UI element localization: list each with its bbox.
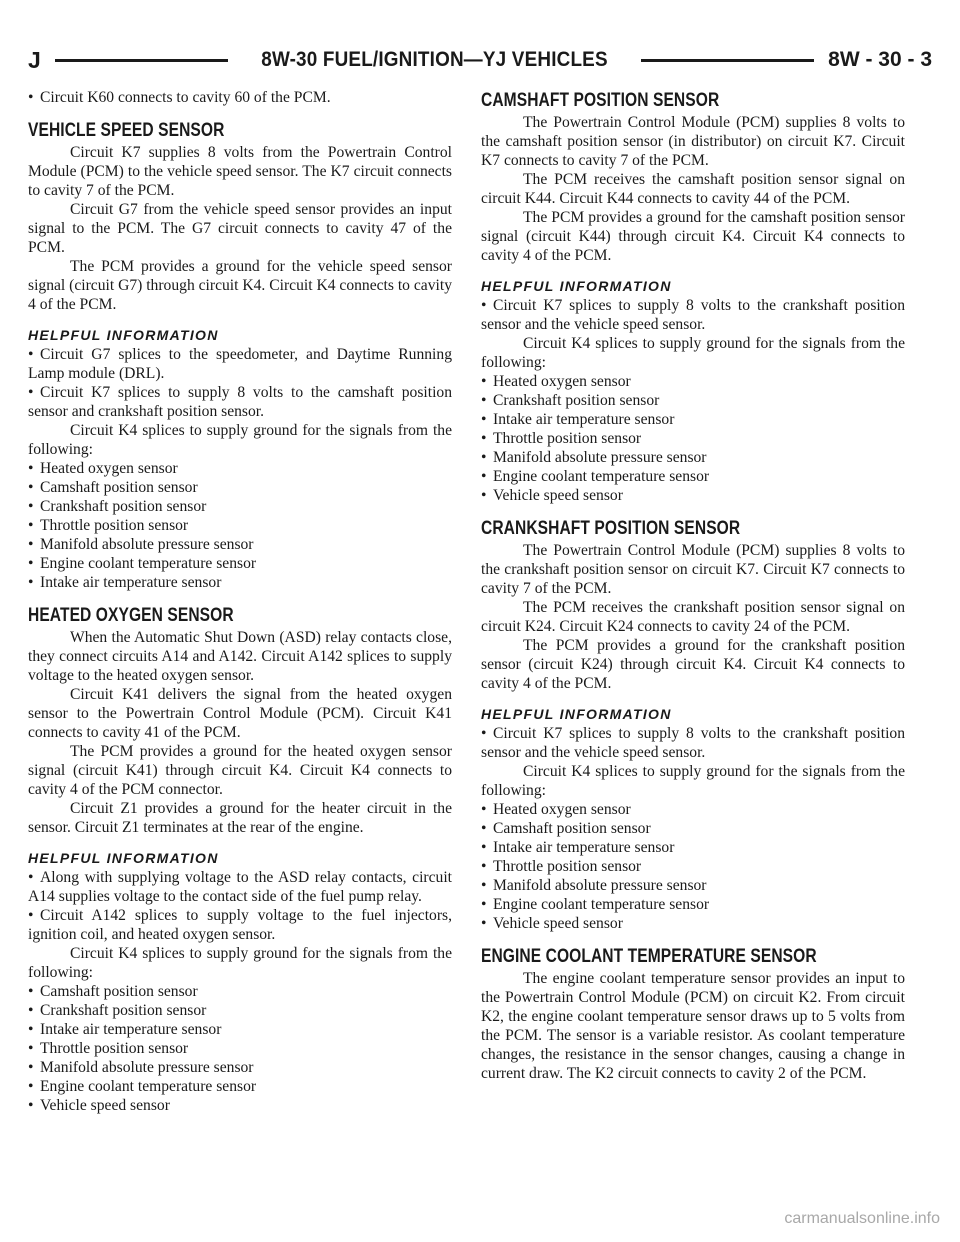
list-item: • Manifold absolute pressure sensor [481, 449, 707, 466]
paragraph: The PCM provides a ground for the vehicle speed sensor signal (circuit G7) through circuit K4. Circuit K4 connects to cavity 4 of the PCM. [28, 258, 452, 313]
bullet-icon: • [28, 384, 34, 401]
paragraph: The engine coolant temperature sensor provides an input to the Powertrain Control Module (PCM) on circuit K2. From circuit K2, the engine coolant temperature sensor draws up to 5 volts from the PCM. The sensor is a variable resistor. As coolant temperature changes, the resistance in the sensor changes, causing a change in current draw. The K2 circuit connects to cavity 2 of the PCM. [481, 970, 905, 1082]
list-item: • Crankshaft position sensor [481, 392, 660, 409]
sensor-list [481, 800, 905, 933]
bullet-icon: • [28, 1021, 34, 1038]
bullet-icon: • [28, 346, 34, 363]
bullet-item: • Circuit K60 connects to cavity 60 of the PCM. [28, 89, 331, 106]
list-item: • Vehicle speed sensor [481, 915, 623, 932]
list-item: • Heated oxygen sensor [481, 373, 631, 390]
header-rule-left [55, 59, 228, 62]
bullet-icon: • [481, 468, 487, 485]
bullet-icon: • [28, 1078, 34, 1095]
paragraph: The PCM provides a ground for the heated oxygen sensor signal (circuit K41) through circuit K4. Circuit K4 connects to cavity 4 of the PCM connector. [28, 743, 452, 798]
bullet-icon: • [481, 858, 487, 875]
bullet-icon: • [28, 869, 34, 886]
sensor-list [28, 459, 452, 592]
section-heading-engine-coolant-temperature-sensor: ENGINE COOLANT TEMPERATURE SENSOR [481, 946, 817, 967]
list-item: • Camshaft position sensor [28, 983, 198, 1000]
bullet-item: • Circuit A142 splices to supply voltage to the fuel injectors, ignition coil, and heated oxygen sensor. [28, 907, 452, 943]
left-column [28, 88, 452, 1115]
bullet-icon: • [481, 373, 487, 390]
list-item: • Manifold absolute pressure sensor [28, 536, 254, 553]
paragraph: The PCM receives the camshaft position sensor signal on circuit K44. Circuit K44 connects to cavity 44 of the PCM. [481, 171, 905, 207]
bullet-item: • Along with supplying voltage to the ASD relay contacts, circuit A14 supplies voltage to the contact side of the fuel pump relay. [28, 869, 452, 905]
header-title: 8W-30 FUEL/IGNITION—YJ VEHICLES [261, 48, 608, 71]
bullet-icon: • [28, 983, 34, 1000]
helpful-information-heading: HELPFUL INFORMATION [481, 278, 672, 294]
list-item: • Engine coolant temperature sensor [481, 468, 710, 485]
page-header [28, 40, 932, 80]
bullet-item: • Circuit K7 splices to supply 8 volts to the crankshaft position sensor and the vehicle speed sensor. [481, 297, 905, 333]
list-item: • Engine coolant temperature sensor [28, 1078, 257, 1095]
helpful-information-heading: HELPFUL INFORMATION [28, 850, 219, 866]
list-item: • Throttle position sensor [481, 858, 642, 875]
bullet-icon: • [481, 449, 487, 466]
paragraph: Circuit Z1 provides a ground for the heater circuit in the sensor. Circuit Z1 terminates at the rear of the engine. [28, 800, 452, 836]
helpful-information-heading: HELPFUL INFORMATION [28, 327, 219, 343]
list-item: • Throttle position sensor [28, 517, 189, 534]
section-heading-crankshaft-position-sensor: CRANKSHAFT POSITION SENSOR [481, 518, 741, 539]
bullet-icon: • [481, 392, 487, 409]
watermark: carmanualsonline.info [784, 1210, 940, 1227]
right-column [481, 88, 905, 1083]
bullet-icon: • [28, 479, 34, 496]
paragraph: Circuit G7 from the vehicle speed sensor provides an input signal to the PCM. The G7 circuit connects to cavity 47 of the PCM. [28, 201, 452, 256]
bullet-item: • Circuit G7 splices to the speedometer, and Daytime Running Lamp module (DRL). [28, 346, 452, 382]
list-item: • Vehicle speed sensor [481, 487, 623, 504]
section-heading-camshaft-position-sensor: CAMSHAFT POSITION SENSOR [481, 90, 720, 111]
paragraph: Circuit K41 delivers the signal from the heated oxygen sensor to the Powertrain Control Module (PCM). Circuit K41 connects to cavity 41 of the PCM. [28, 686, 452, 741]
list-item: • Throttle position sensor [28, 1040, 189, 1057]
section-heading-vehicle-speed-sensor: VEHICLE SPEED SENSOR [28, 120, 225, 141]
bullet-icon: • [28, 89, 34, 106]
bullet-icon: • [481, 915, 487, 932]
bullet-item: • Circuit K7 splices to supply 8 volts to the camshaft position sensor and crankshaft position sensor. [28, 384, 452, 420]
list-item: • Camshaft position sensor [481, 820, 651, 837]
list-item: • Manifold absolute pressure sensor [28, 1059, 254, 1076]
bullet-icon: • [28, 517, 34, 534]
paragraph: The PCM provides a ground for the crankshaft position sensor (circuit K24) through circuit K4. Circuit K4 connects to cavity 4 of the PCM. [481, 637, 905, 692]
list-item: • Intake air temperature sensor [28, 574, 222, 591]
bullet-icon: • [28, 1097, 34, 1114]
bullet-icon: • [28, 460, 34, 477]
list-item: • Intake air temperature sensor [481, 839, 675, 856]
paragraph: Circuit K7 supplies 8 volts from the Powertrain Control Module (PCM) to the vehicle speed sensor. The K7 circuit connects to cavity 7 of the PCM. [28, 144, 452, 199]
bullet-icon: • [28, 574, 34, 591]
list-item: • Intake air temperature sensor [28, 1021, 222, 1038]
bullet-icon: • [28, 536, 34, 553]
paragraph: When the Automatic Shut Down (ASD) relay contacts close, they connect circuits A14 and A142. Circuit A142 splices to supply voltage to the heated oxygen sensor. [28, 629, 452, 684]
bullet-icon: • [28, 555, 34, 572]
page-number: 8W - 30 - 3 [828, 48, 933, 71]
bullet-icon: • [481, 877, 487, 894]
bullet-icon: • [481, 801, 487, 818]
bullet-icon: • [481, 411, 487, 428]
bullet-icon: • [481, 430, 487, 447]
bullet-icon: • [28, 1059, 34, 1076]
list-item: • Engine coolant temperature sensor [28, 555, 257, 572]
paragraph: Circuit K4 splices to supply ground for the signals from the following: [28, 945, 452, 981]
sensor-list [481, 372, 905, 505]
helpful-information-heading: HELPFUL INFORMATION [481, 706, 672, 722]
sensor-list [28, 982, 452, 1115]
paragraph: Circuit K4 splices to supply ground for the signals from the following: [481, 763, 905, 799]
bullet-icon: • [28, 907, 34, 924]
paragraph: The Powertrain Control Module (PCM) supplies 8 volts to the crankshaft position sensor on circuit K7. Circuit K7 connects to cavity 7 of the PCM. [481, 542, 905, 597]
bullet-icon: • [28, 1002, 34, 1019]
section-heading-heated-oxygen-sensor: HEATED OXYGEN SENSOR [28, 605, 234, 626]
paragraph: The PCM receives the crankshaft position sensor signal on circuit K24. Circuit K24 connects to cavity 24 of the PCM. [481, 599, 905, 635]
bullet-icon: • [28, 498, 34, 515]
list-item: • Camshaft position sensor [28, 479, 198, 496]
list-item: • Vehicle speed sensor [28, 1097, 170, 1114]
bullet-icon: • [481, 487, 487, 504]
list-item: • Crankshaft position sensor [28, 498, 207, 515]
list-item: • Intake air temperature sensor [481, 411, 675, 428]
paragraph: The PCM provides a ground for the camshaft position sensor signal (circuit K44) through circuit K4. Circuit K4 connects to cavity 4 of the PCM. [481, 209, 905, 264]
bullet-icon: • [481, 896, 487, 913]
bullet-icon: • [481, 297, 487, 314]
bullet-icon: • [481, 725, 487, 742]
list-item: • Heated oxygen sensor [28, 460, 178, 477]
paragraph: The Powertrain Control Module (PCM) supplies 8 volts to the camshaft position sensor (in distributor) on circuit K7. Circuit K7 connects to cavity 7 of the PCM. [481, 114, 905, 169]
bullet-icon: • [481, 820, 487, 837]
header-letter: J [28, 46, 41, 73]
list-item: • Throttle position sensor [481, 430, 642, 447]
bullet-icon: • [28, 1040, 34, 1057]
bullet-item: • Circuit K7 splices to supply 8 volts to the crankshaft position sensor and the vehicle speed sensor. [481, 725, 905, 761]
list-item: • Crankshaft position sensor [28, 1002, 207, 1019]
header-rule-right [641, 59, 814, 62]
paragraph: Circuit K4 splices to supply ground for the signals from the following: [28, 422, 452, 458]
paragraph: Circuit K4 splices to supply ground for the signals from the following: [481, 335, 905, 371]
list-item: • Engine coolant temperature sensor [481, 896, 710, 913]
list-item: • Manifold absolute pressure sensor [481, 877, 707, 894]
bullet-icon: • [481, 839, 487, 856]
list-item: • Heated oxygen sensor [481, 801, 631, 818]
